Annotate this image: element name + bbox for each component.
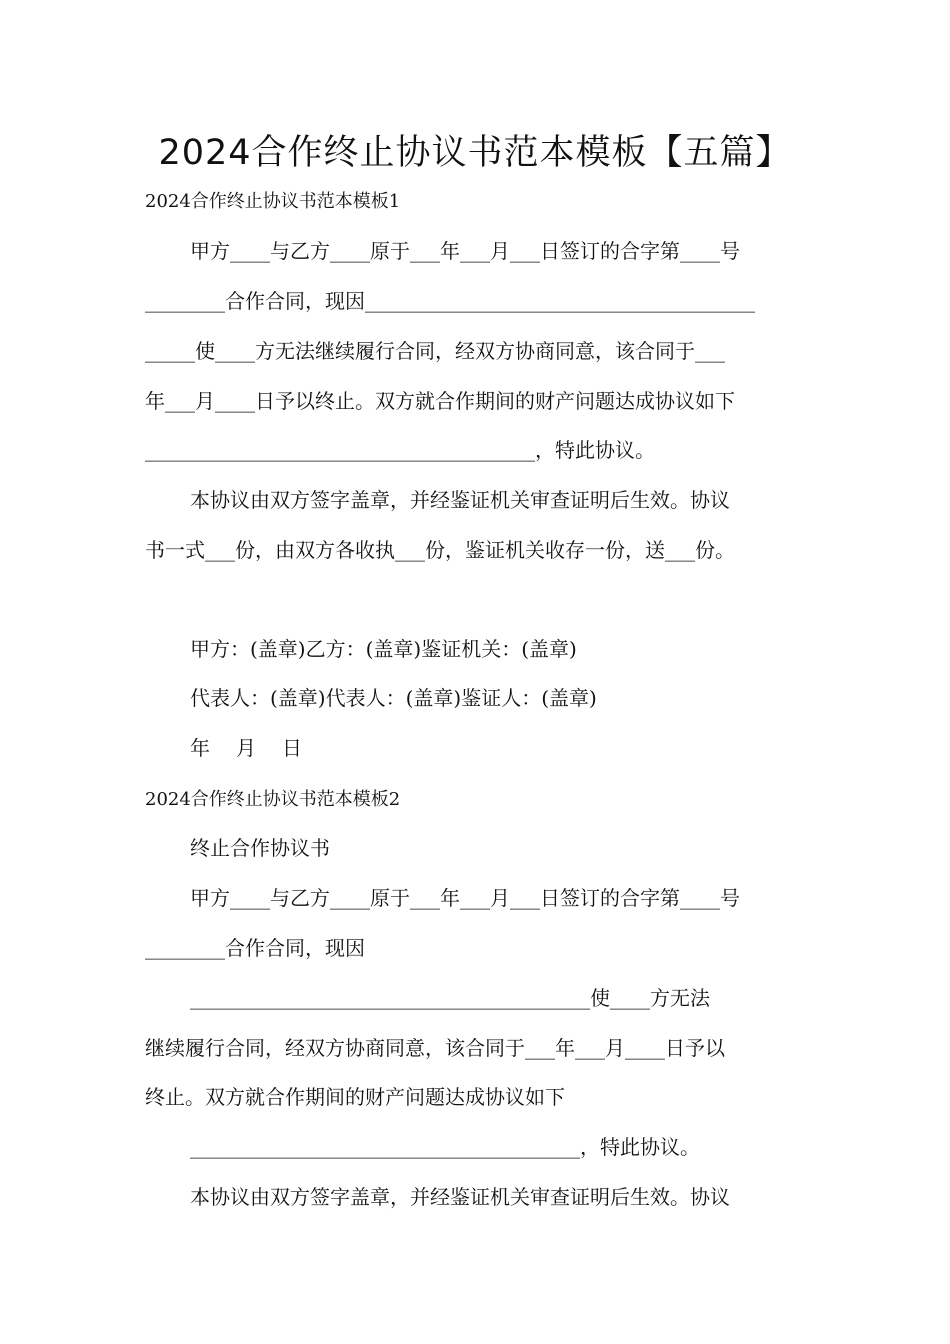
section-1-line-5: _______________________________________，特此协议。 xyxy=(145,438,655,462)
section-2-subtitle: 终止合作协议书 xyxy=(190,836,330,860)
section-1-line-1: 甲方____与乙方____原于___年___月___日签订的合字第____号 xyxy=(190,239,740,263)
date-year: 年 xyxy=(190,736,210,760)
section-1-line-6: 本协议由双方签字盖章，并经鉴证机关审查证明后生效。协议 xyxy=(190,488,730,512)
section-2-line-7: 本协议由双方签字盖章，并经鉴证机关审查证明后生效。协议 xyxy=(190,1185,730,1209)
section-1-signature-line-2: 代表人：(盖章)代表人：(盖章)鉴证人：(盖章) xyxy=(190,686,597,710)
section-2-line-4: 继续履行合同，经双方协商同意，该合同于___年___月____日予以 xyxy=(145,1036,725,1060)
section-2-line-3: ________________________________________使____方无法 xyxy=(190,986,710,1010)
section-1-line-2: ________合作合同，现因_______________________________________ xyxy=(145,289,755,313)
section-1-heading: 2024合作终止协议书范本模板1 xyxy=(145,191,401,212)
section-1-line-4: 年___月____日予以终止。双方就合作期间的财产问题达成协议如下 xyxy=(145,389,735,413)
section-2-heading: 2024合作终止协议书范本模板2 xyxy=(145,789,401,810)
section-1-line-7: 书一式___份，由双方各收执___份，鉴证机关收存一份，送___份。 xyxy=(145,538,735,562)
section-2-line-2: ________合作合同，现因 xyxy=(145,936,365,960)
section-1-signature-line-1: 甲方：(盖章)乙方：(盖章)鉴证机关：(盖章) xyxy=(190,637,577,661)
section-2-line-6: _______________________________________，特此协议。 xyxy=(190,1135,700,1159)
date-month: 月 xyxy=(236,736,256,760)
date-day: 日 xyxy=(282,736,302,760)
section-2-line-5: 终止。双方就合作期间的财产问题达成协议如下 xyxy=(145,1085,565,1109)
section-1-line-3: _____使____方无法继续履行合同，经双方协商同意，该合同于___ xyxy=(145,339,725,363)
section-1-date-row xyxy=(190,734,328,762)
section-2-line-1: 甲方____与乙方____原于___年___月___日签订的合字第____号 xyxy=(190,886,740,910)
document-title: 2024合作终止协议书范本模板【五篇】 xyxy=(158,133,792,173)
